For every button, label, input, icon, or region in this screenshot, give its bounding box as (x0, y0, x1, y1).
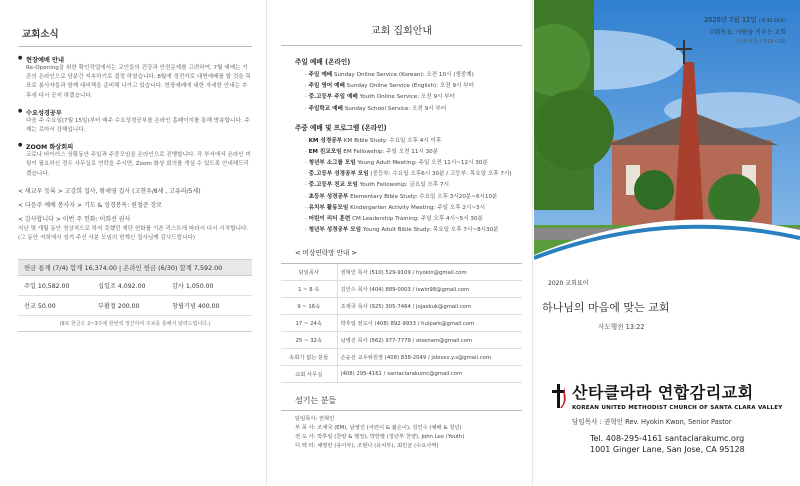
service-name: 주일학교 예배 (308, 105, 343, 112)
divider (281, 45, 522, 46)
program-desc: KM Bible Study: 수요일 오후 4시 이후 (343, 137, 442, 144)
contacts-title: < 비상연락망 안내 > (295, 249, 357, 258)
finance-cell: 십일조 4,092.00 (98, 282, 146, 290)
contact-key: 9 ~ 16속 (281, 298, 337, 315)
contact-key: 교회 사무실 (281, 366, 337, 383)
sermon-title: 하나님의 마음에 맞는 교회 (542, 301, 670, 314)
contact-row (281, 349, 522, 366)
bulletin-date-box (704, 14, 786, 45)
service-name: 주일 예배 (308, 72, 333, 78)
church-address: 1001 Ginger Lane, San Jose, CA 95128 (590, 445, 745, 454)
staff-line: 전 도 사: 박후일 (찬양 & 행정), 박한별 (청년부 찬양), John Lee (Youth) (295, 434, 465, 441)
finance-note: (9또 헌금은 2~3주에 한번씩 정산하여 주보를 통해서 알려드립니다.) (18, 316, 252, 332)
contact-value: (408) 295-4161 / santaclarakumc@gmail.com (337, 366, 522, 383)
program-name: 어린이 리더 훈련 (308, 215, 351, 222)
staff-title: 섬기는 분들 (295, 396, 337, 406)
contact-row (281, 315, 522, 332)
staff-line: 부 목 사: 조재국 (EM), 남영진 (어린이 & 젊은이), 김인수 (예배 & 청년) (295, 425, 462, 432)
staff-line: 디 렉 터: 채영란 (유아부), 조현나 (유치부), 최민균 (수요사역) (295, 443, 439, 450)
news-item (18, 108, 252, 135)
program-name: 초등부 성경공부 (308, 193, 349, 200)
weekday-head: 주중 예배 및 프로그램 (온라인) (295, 123, 387, 132)
program-item: · KM 성경공부 KM Bible Study: 수요일 오후 4시 이후 (305, 137, 442, 144)
program-desc: Youth Fellowship: 금요일 오후 7시 (359, 182, 449, 189)
service-desc: Sunday School Service: 오전 9시 부터 (344, 105, 447, 112)
contact-key: 1 ~ 8 속 (281, 281, 337, 298)
contact-row (281, 298, 522, 315)
service-item: · 중.고등부 주일 예배 Youth Online Service: 오전 9시 부터 (305, 94, 456, 101)
service-name: 중.고등부 주일 예배 (308, 94, 358, 101)
church-phone: Tel. 408-295-4161 santaclarakumc.org (590, 434, 745, 443)
divider (18, 46, 252, 47)
contact-value: 김인수 목사 (404) 889-0003 / iswin98@gmail.com (337, 281, 522, 298)
program-desc: CM Leadership Training: 주일 오후 4시~5시 30분 (352, 215, 483, 222)
program-item: · 중.고등부 친교 모임 Youth Fellowship: 금요일 오후 7시 (305, 182, 449, 189)
program-name: 중.고등부 성경공부 모임 (308, 171, 369, 178)
news-item-text: Re-Opening을 위한 확인작업에서는 교인들의 건강과 안전문제를 고려하여, 7월 예배는 기존의 온라인으로 당분간 지속하기로 결정 하였습니다. 8월에 정전자로 대면예배를 할 것을 목표로 봉사자들과 함께 대비책을 준비해 나가고 있습니다. 현장예배에 대한 자세한 안내는 추후에 다시 공지 하겠습니다. (26, 65, 251, 99)
program-item: · 어린이 리더 훈련 CM Leadership Training: 주일 오후 4시~5시 30분 (305, 215, 483, 222)
news-item-text: 코로나 바이러스 상황동안 주일과 주중모임을 온라인으로 진행합니다. 각 부서에서 온라인 미팅이 필요하신 경우 사무실로 연락을 주시면, Zoom 화상 회의를 개설 수 있도록 안내해드리겠습니다. (26, 152, 251, 177)
issue-number: (제 45-28호) (758, 19, 786, 24)
contacts-table (281, 263, 522, 383)
new-members: < 새교우 등록 > 고강희 집사, 왕세영 집사 (고현우/8세 , 고유라/5세) (18, 187, 201, 195)
program-item: · 초등부 성경공부 Elementary Bible Study: 수요일 오후 3시20분~6시10분 (305, 193, 498, 200)
cover-panel (534, 0, 800, 486)
program-name: 청년부 소그룹 모임 (308, 159, 356, 166)
bulletin-date (704, 14, 786, 24)
program-name: KM 성경공부 (308, 137, 343, 144)
finance-cell: 창립기념 400.00 (172, 302, 220, 310)
finance-row (18, 276, 252, 296)
year-motto-tag: 2020 교회표어 (548, 280, 589, 287)
program-desc: Kindergarten Activity Meeting: 주일 오후 2시~3시 (350, 204, 486, 211)
service-desc: Youth Online Service: 오전 9시 부터 (359, 94, 456, 101)
finance-head: 헌금 통계 (7/4) 합계 16,374.00 | 온라인 헌금 (6/30) 합계 7,592.00 (18, 259, 252, 276)
finance-cell: 선교 50.00 (24, 302, 56, 310)
service-item: · 주일 예배 Sunday Online Service (Korean): 오전 10시 (생중계) (305, 72, 474, 78)
contact-row (281, 366, 522, 383)
contact-value: 남영진 목사 (562) 977-7779 / otsenam@gmail.com (337, 332, 522, 349)
news-item (18, 55, 252, 101)
program-desc: Young Adult Bible Study: 목요일 오후 7시~8시30분 (362, 227, 499, 234)
program-name: 청년부 성경공부 모임 (308, 227, 362, 234)
sermon-ref: 사도행전 13:22 (598, 323, 645, 331)
news-item-text: 다음 주 수요일(7월 15일)부터 매주 수요성경공부를 온라인 홈페이지를 통해 방송합니다. 주제는 로마서 강해입니다. (26, 117, 250, 134)
contact-value: 조재국 목사 (925) 305-7464 / jojaekuk@gmail.com (337, 298, 522, 315)
church-name: 산타클라라 연합감리교회 (572, 383, 754, 402)
contact-value: 손윤선 교우위원장 (408) 838-2049 / jsloves.y.s@gmail.com (337, 349, 522, 366)
sermon-block (534, 270, 800, 331)
contact-row (281, 281, 522, 298)
staff-line: 담임목사: 권혁인 (295, 416, 335, 423)
service-item: · 주일학교 예배 Sunday School Service: 오전 9시 부터 (305, 105, 447, 112)
program-item: · 중.고등부 성경공부 모임 (중등부: 수요일 오후6시 30분 / 고등부: 목요일 오후 7시) (305, 171, 512, 178)
service-name: 주일 영어 예배 (308, 83, 345, 90)
contact-row (281, 332, 522, 349)
contact-row (281, 264, 522, 281)
contact-key: 담임목사 (281, 264, 337, 281)
program-name: 유치부 활동모임 (308, 204, 349, 211)
service-desc: Sunday Online Service (Korean): 오전 10시 (생중계) (333, 72, 474, 78)
program-desc: EM Fellowship: 주일 오전 11시 30분 (343, 148, 439, 155)
thanks-head: < 감사합니다 > 이번 주 헌화: 이희선 권사 (18, 215, 131, 223)
news-item-head: ● 수요성경공부 (18, 108, 252, 117)
sunday-head: 주일 예배 (온라인) (295, 58, 351, 66)
program-name: EM 친교모임 (308, 148, 342, 155)
news-item-head: ● ZOOM 화상회의 (18, 142, 252, 151)
church-name-english: KOREAN UNITED METHODIST CHURCH OF SANTA CLARA VALLEY (572, 405, 783, 411)
church-info (534, 380, 800, 454)
news-title: 교회소식 (22, 29, 59, 40)
program-desc: Elementary Bible Study: 수요일 오후 3시20분~6시10분 (350, 193, 498, 200)
news-panel (0, 0, 266, 486)
program-item: · EM 친교모임 EM Fellowship: 주일 오전 11시 30분 (305, 148, 439, 155)
news-item (18, 142, 252, 179)
services-title: 교회 집회안내 (370, 26, 433, 37)
program-item: · 청년부 성경공부 모임 Young Adult Bible Study: 목요일 오후 7시~8시30분 (305, 227, 499, 234)
news-item-head: ● 현장예배 안내 (18, 55, 252, 64)
prayer-volunteers: < 다음주 예배 봉사자 > 기도 & 성경봉독: 원철준 장로 (18, 201, 163, 209)
service-desc: Sunday Online Service (English): 오전 9시 부터 (346, 83, 475, 90)
contact-key: 25 ~ 32속 (281, 332, 337, 349)
program-desc: (중등부: 수요일 오후6시 30분 / 고등부: 목요일 오후 7시) (370, 171, 512, 178)
divider (281, 410, 522, 411)
service-item: · 주일 영어 예배 Sunday Online Service (English): 오전 9시 부터 (305, 83, 475, 90)
program-name: 중.고등부 친교 모임 (308, 182, 358, 189)
finance-row (18, 296, 252, 316)
date-text: 2020년 7월 12일 (703, 16, 757, 24)
contact-value: 박후일 전도사 (408) 892-9933 / hulpark@gmail.com (337, 315, 522, 332)
program-item: · 유치부 활동모임 Kindergarten Activity Meeting: 주일 오후 2시~3시 (305, 204, 486, 211)
senior-pastor: 담임목사 : 권혁인 Rev. Hyokin Kwon, Senior Pastor (572, 418, 732, 426)
finance-cell: 부활절 200.00 (98, 302, 140, 310)
thanks-text: 지난 몇 개월 동안 정상적으로 하지 못했던 재단 헌화를 기존 리스트에 따라서 다시 시작합니다. (그 동안 저희에서 섬겨 주신 사분 모임의 헌계신 집사님께 감사드립니다) (18, 225, 249, 241)
finance-cell: 감사 1,050.00 (172, 282, 214, 290)
program-desc: Young Adult Meeting: 주일 오전 11시~12시 30분 (357, 159, 488, 166)
contact-value: 권혁인 목사 (510) 529-9109 / hyokin@gmail.com (337, 264, 522, 281)
finance-cell: 주일 10,582.00 (24, 282, 70, 290)
program-item: · 청년부 소그룹 모임 Young Adult Meeting: 주일 오전 11시~12시 30분 (305, 159, 488, 166)
contact-key: 속회가 없는 분들 (281, 349, 337, 366)
church-motto: 교회목표: 사람을 키우는 교회 (708, 29, 786, 36)
services-panel (266, 0, 533, 486)
motto-ref: (디모데후 2장19~20) (736, 39, 786, 45)
contact-key: 17 ~ 24속 (281, 315, 337, 332)
